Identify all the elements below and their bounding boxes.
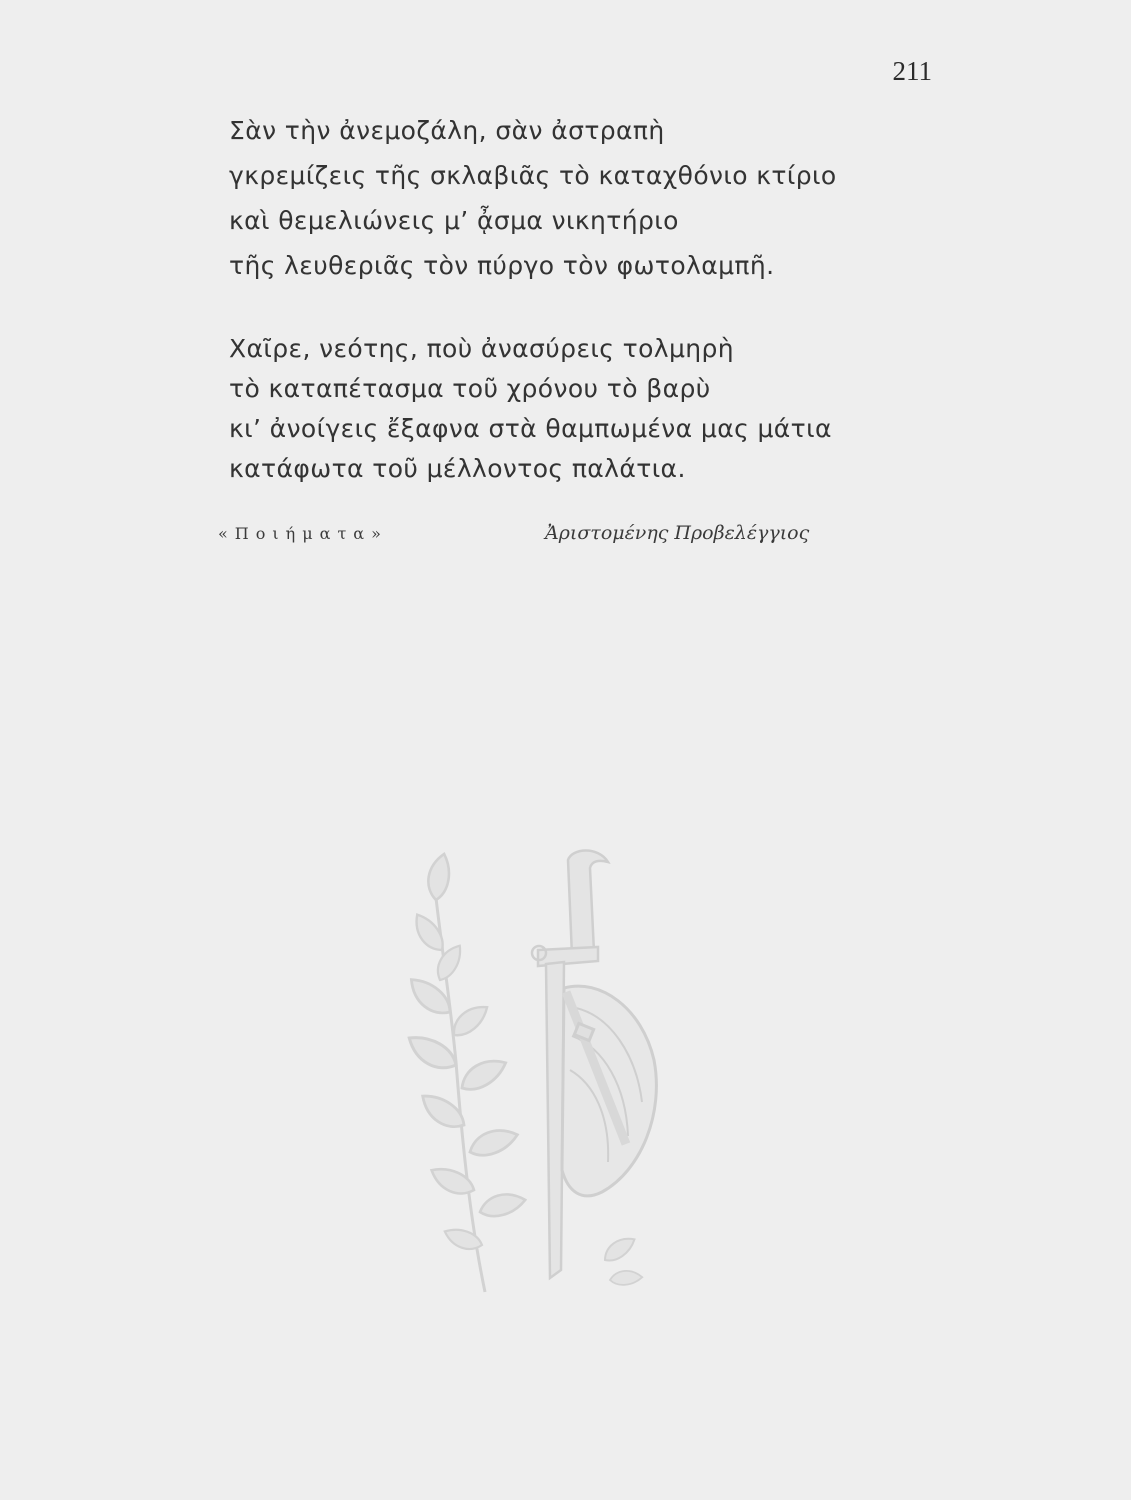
poem-line: κι’ ἀνοίγεις ἔξαφνα στὰ θαμπωμένα μας μάτια — [229, 414, 832, 443]
page-number: 211 — [892, 56, 932, 86]
poem-stanza — [229, 108, 837, 288]
helmet — [562, 986, 656, 1196]
bayonet-helmet-laurel-icon — [400, 840, 660, 1310]
poem-author: Ἀριστομένης Προβελέγγιος — [545, 522, 810, 544]
poem-line: τὸ καταπέτασμα τοῦ χρόνου τὸ βαρὺ — [229, 374, 711, 403]
poem-line: Χαῖρε, νεότης, ποὺ ἀνασύρεις τολμηρὴ — [229, 334, 735, 363]
poem-line: γκρεμίζεις τῆς σκλαβιᾶς τὸ καταχθόνιο κτίριο — [229, 161, 837, 190]
poem-line: τῆς λευθεριᾶς τὸν πύργο τὸν φωτολαμπῆ. — [229, 251, 775, 280]
poem-line: καὶ θεμελιώνεις μ’ ᾆσμα νικητήριο — [229, 206, 679, 235]
source-title: «Ποιήματα» — [218, 524, 388, 543]
poem-line: Σὰν τὴν ἀνεμοζάλη, σὰν ἀστραπὴ — [229, 116, 665, 145]
poem-line: κατάφωτα τοῦ μέλλοντος παλάτια. — [229, 454, 686, 483]
poem-stanza — [229, 329, 832, 489]
